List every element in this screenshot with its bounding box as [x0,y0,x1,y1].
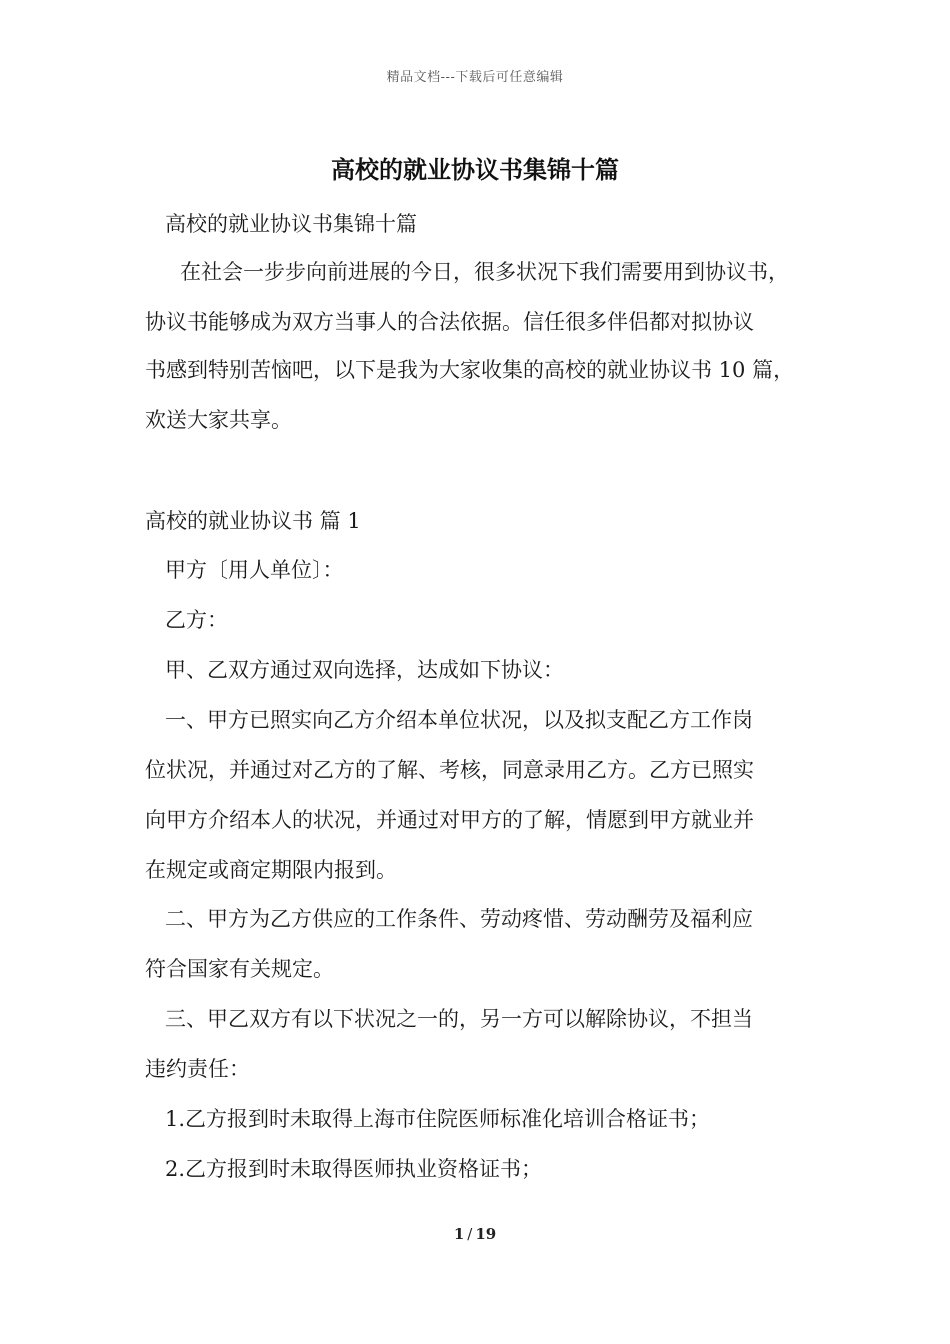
total-pages-number: 19 [475,1225,497,1243]
header-note: 精品文档---下载后可任意编辑 [386,70,564,85]
clause-2-line-2: 符合国家有关规定。 [145,957,334,981]
page-separator: / [467,1225,473,1243]
subtitle-line: 高校的就业协议书集锦十篇 [165,212,417,236]
clause-1-line-4: 在规定或商定期限内报到。 [145,858,397,882]
clause-3-line-1: 三、甲乙双方有以下状况之一的，另一方可以解除协议，不担当 [165,1007,753,1031]
intro-line-3: 书感到特别苦恼吧，以下是我为大家收集的高校的就业协议书 10 篇， [145,358,795,382]
document-title: 高校的就业协议书集锦十篇 [331,155,619,184]
clause-1-line-1: 一、甲方已照实向乙方介绍本单位状况，以及拟支配乙方工作岗 [165,708,753,732]
section-heading: 高校的就业协议书 篇 1 [145,509,361,533]
list-item-2: 2.乙方报到时未取得医师执业资格证书； [165,1157,543,1181]
agreement-intro-line: 甲、乙双方通过双向选择，达成如下协议： [165,658,564,682]
clause-1-line-3: 向甲方介绍本人的状况，并通过对甲方的了解，情愿到甲方就业并 [145,808,754,832]
party-a-line: 甲方〔用人单位〕： [165,558,344,582]
clause-3-line-2: 违约责任： [145,1057,250,1081]
intro-line-1: 在社会一步步向前进展的今日，很多状况下我们需要用到协议书， [180,260,789,284]
clause-2-line-1: 二、甲方为乙方供应的工作条件、劳动疼惜、劳动酬劳及福利应 [165,907,753,931]
current-page-number: 1 [453,1225,465,1243]
list-item-1: 1.乙方报到时未取得上海市住院医师标准化培训合格证书； [165,1107,711,1131]
intro-line-2: 协议书能够成为双方当事人的合法依据。信任很多伴侣都对拟协议 [145,310,754,334]
page-number [0,1225,950,1243]
party-b-line: 乙方： [165,608,228,632]
clause-1-line-2: 位状况，并通过对乙方的了解、考核，同意录用乙方。乙方已照实 [145,758,754,782]
intro-line-4: 欢送大家共享。 [145,408,292,432]
